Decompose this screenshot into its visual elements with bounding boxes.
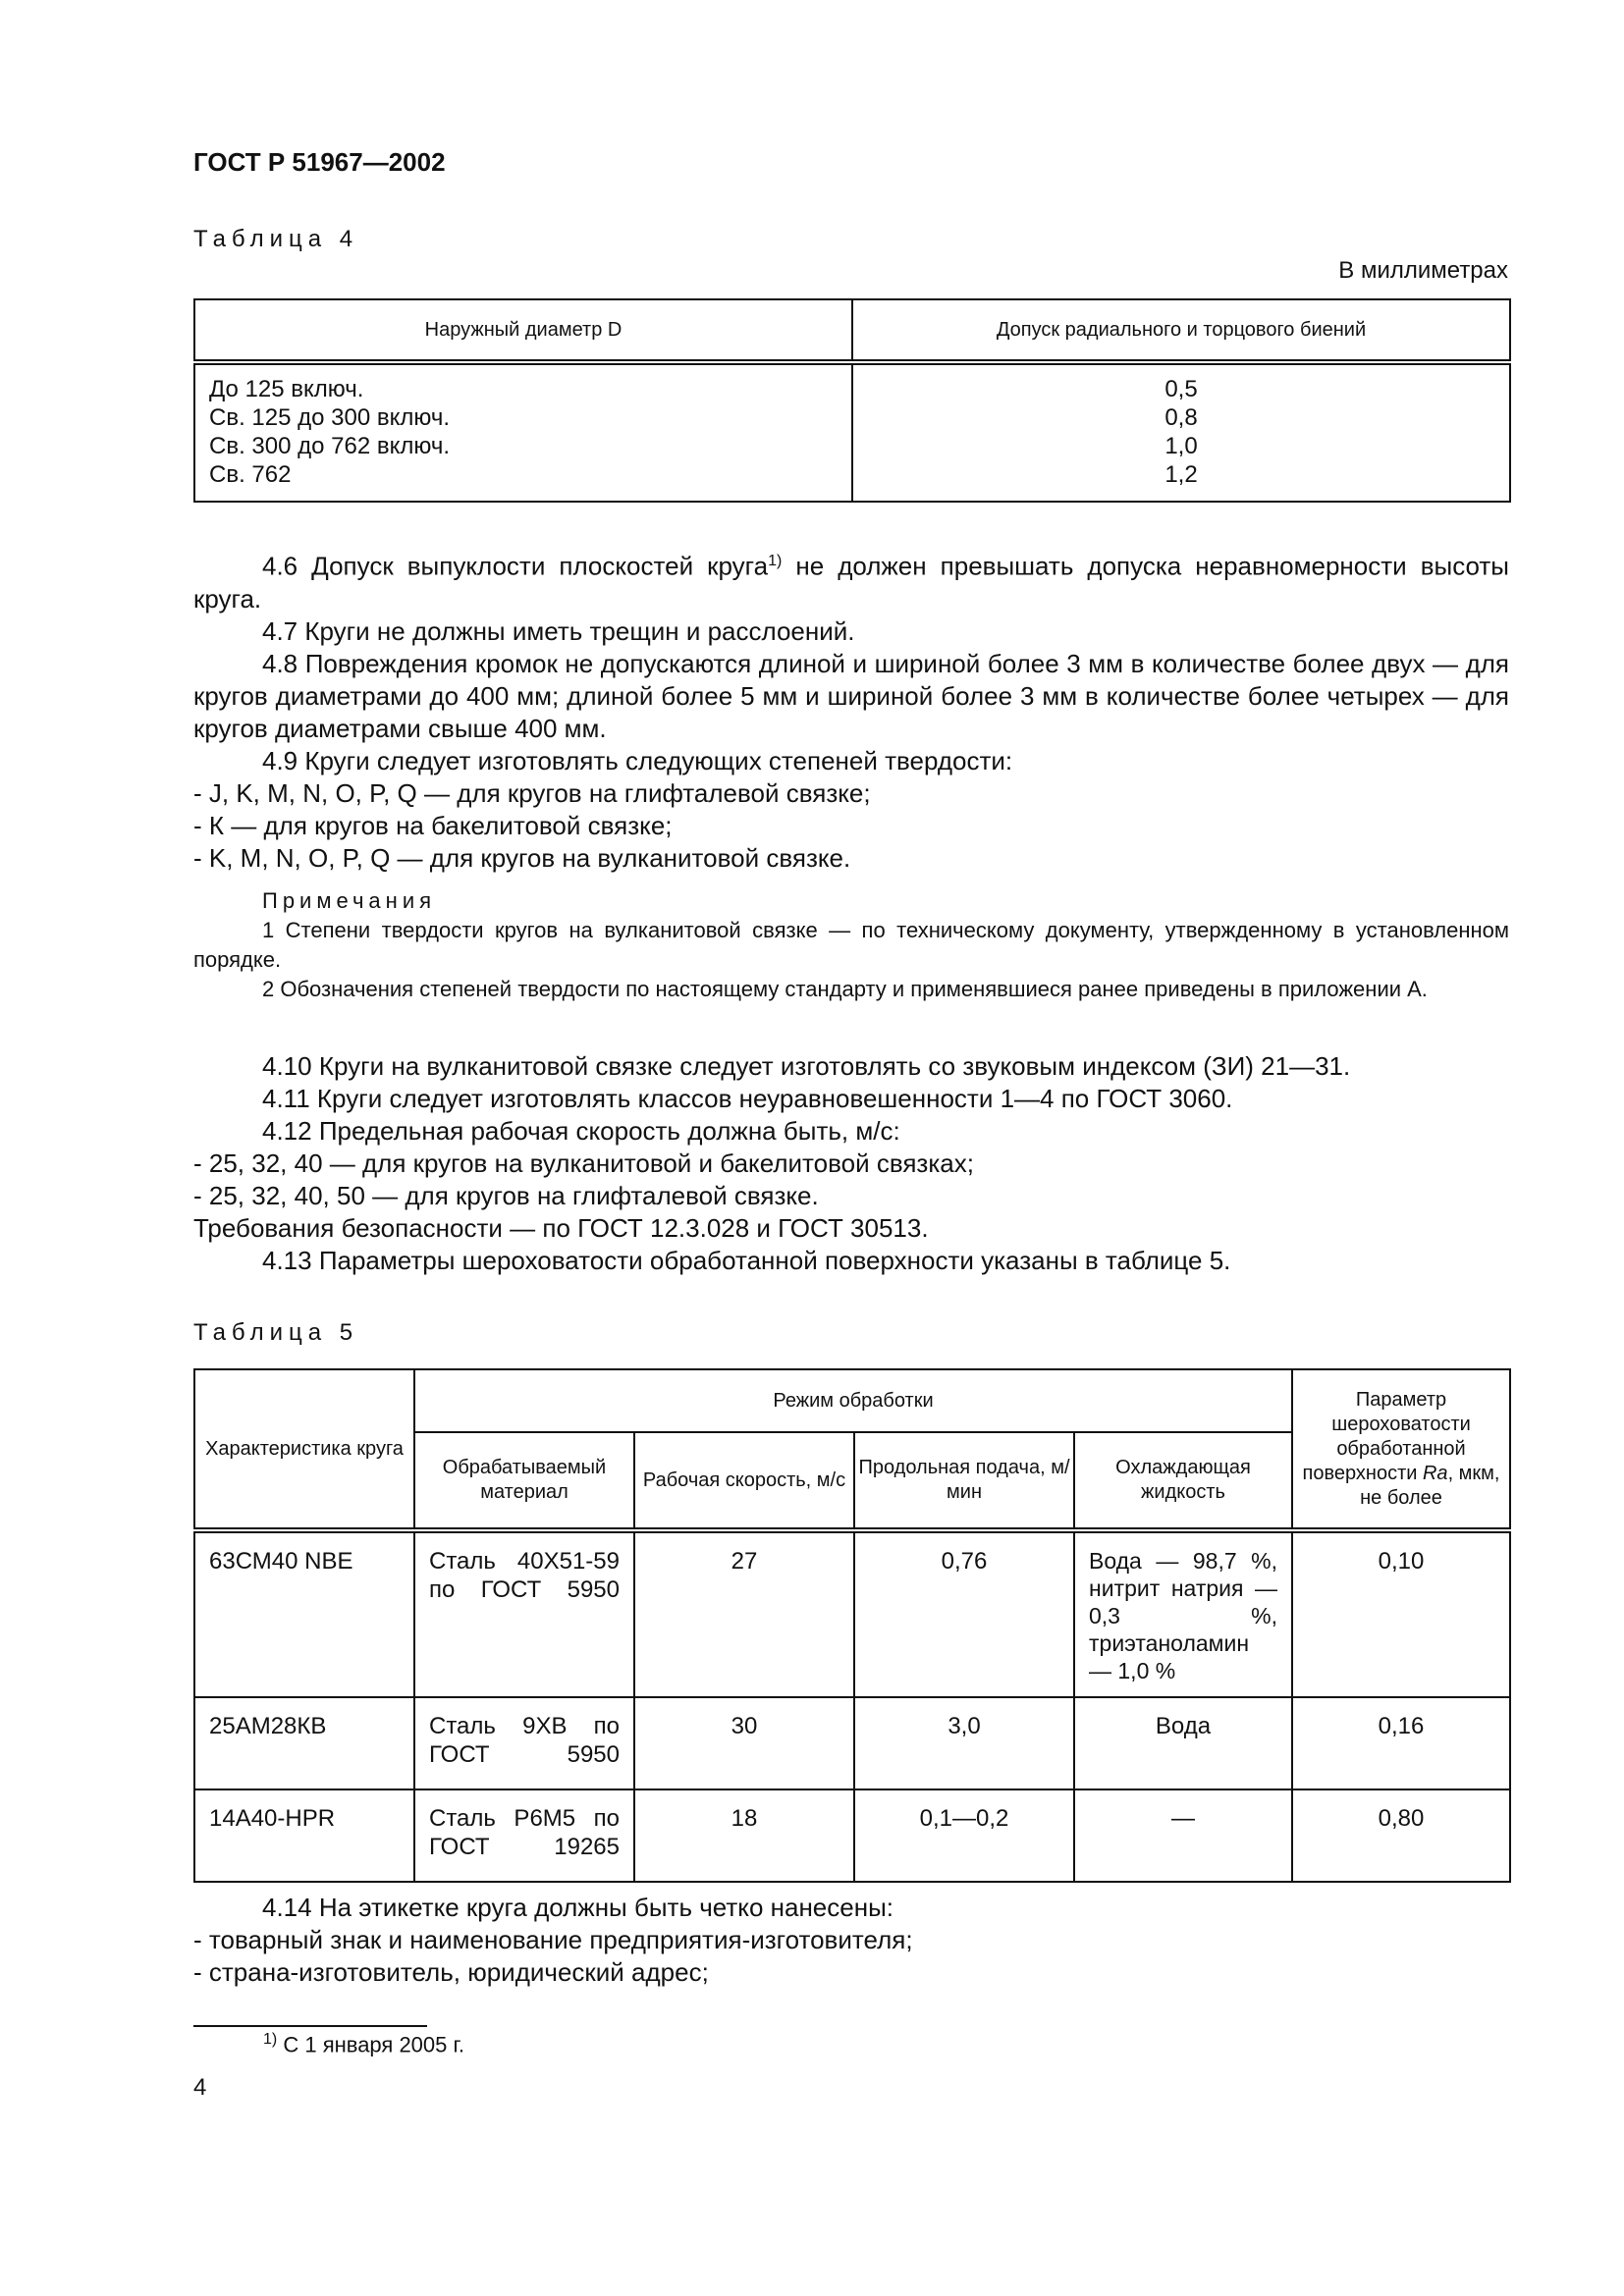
safety-requirements: Требования безопасности — по ГОСТ 12.3.028 и ГОСТ 30513. — [193, 1213, 929, 1243]
table4-tolerance-cell — [852, 362, 1510, 502]
paragraph-4-14: 4.14 На этикетке круга должны быть четко нанесены: — [262, 1893, 893, 1922]
table5 — [193, 1368, 1511, 1883]
roughness-cell: 0,10 — [1292, 1530, 1510, 1697]
table4-tolerance: 0,5 — [1164, 376, 1198, 402]
notes-block — [193, 886, 1509, 1004]
notes-title: Примечания — [262, 888, 437, 913]
table4-tolerance: 0,8 — [1164, 404, 1198, 431]
speed-cell: 30 — [634, 1697, 854, 1789]
table4-tolerance: 1,2 — [1164, 461, 1198, 488]
material-cell: Сталь Р6М5 по ГОСТ 19265 — [414, 1789, 634, 1882]
document-header: ГОСТ Р 51967—2002 — [193, 147, 446, 177]
table5-header-row-1 — [194, 1369, 1510, 1432]
note-1: 1 Степени твердости кругов на вулканитовой связке — по техническому документу, утвержденному в установленном порядке. — [193, 918, 1509, 972]
footnote-text: С 1 января 2005 г. — [277, 2032, 464, 2057]
paragraph-4-6-text-b: не должен превышать допуска неравномерности высоты круга. — [193, 551, 1509, 614]
feed-cell: 3,0 — [854, 1697, 1074, 1789]
table4-diameter-cell — [194, 362, 852, 502]
table-row — [194, 1789, 1510, 1882]
table4-header-diameter — [194, 299, 852, 362]
coolant-cell: Вода — 98,7 %, нитрит натрия — 0,3 %, триэтаноламин — 1,0 % — [1074, 1530, 1292, 1697]
table4-diameter: Св. 125 до 300 включ. — [209, 404, 451, 431]
footnote-ref: 1) — [768, 553, 783, 569]
paragraph-4-9: 4.9 Круги следует изготовлять следующих степеней твердости: — [262, 745, 1013, 775]
table4-header-diameter-text: Наружный диаметр D — [424, 318, 623, 341]
coolant-cell: — — [1074, 1789, 1292, 1882]
speed-list-item: - 25, 32, 40 — для кругов на вулканитовой и бакелитовой связках; — [193, 1148, 974, 1178]
paragraph-4-6 — [193, 545, 1509, 615]
table5-header-mode — [414, 1369, 1292, 1432]
table4-header-tolerance-text: Допуск радиального и торцового биений — [996, 318, 1367, 341]
table5-header-roughness-unit: , мкм, не более — [1360, 1462, 1500, 1509]
table5-header-mode-text: Режим обработки — [773, 1389, 934, 1412]
speed-cell: 27 — [634, 1530, 854, 1697]
hardness-list-item: - К — для кругов на бакелитовой связке; — [193, 810, 673, 840]
paragraph-4-11: 4.11 Круги следует изготовлять классов неуравновешенности 1—4 по ГОСТ 3060. — [262, 1084, 1233, 1113]
material-cell: Сталь 40Х51-59 по ГОСТ 5950 — [414, 1530, 634, 1697]
hardness-list-item: - K, M, N, O, P, Q — для кругов на вулканитовой связке. — [193, 842, 851, 873]
table4-caption: Таблица 4 — [193, 226, 359, 252]
table5-caption: Таблица 5 — [193, 1319, 359, 1346]
roughness-cell: 0,80 — [1292, 1789, 1510, 1882]
table5-header-coolant — [1074, 1432, 1292, 1530]
table5-header-material — [414, 1432, 634, 1530]
speed-list-item: - 25, 32, 40, 50 — для кругов на глифталевой связке. — [193, 1181, 819, 1210]
table5-header-roughness — [1292, 1369, 1510, 1530]
table-row — [194, 1697, 1510, 1789]
paragraph-4-12: 4.12 Предельная рабочая скорость должна быть, м/с: — [262, 1116, 900, 1146]
table4-diameter: Св. 762 — [209, 461, 292, 488]
section-4-6-to-4-9 — [193, 545, 1509, 875]
label-list-item: - товарный знак и наименование предприятия-изготовителя; — [193, 1925, 913, 1954]
table5-header-feed — [854, 1432, 1074, 1530]
table5-header-feed-text: Продольная подача, м/мин — [858, 1457, 1070, 1503]
feed-cell: 0,76 — [854, 1530, 1074, 1697]
wheel-cell: 63СМ40 NBE — [194, 1530, 414, 1697]
table5-header-coolant-text: Охлаждающая жидкость — [1115, 1457, 1251, 1503]
feed-cell: 0,1—0,2 — [854, 1789, 1074, 1882]
table5-header-speed — [634, 1432, 854, 1530]
table4-header-row — [194, 299, 1510, 362]
label-list-item: - страна-изготовитель, юридический адрес; — [193, 1957, 709, 1987]
table-row — [194, 1530, 1510, 1697]
footnote-mark: 1) — [263, 2031, 278, 2048]
table5-header-roughness-text: Параметр шероховатости обработанной поверхности — [1302, 1388, 1471, 1484]
table4-diameter: Св. 300 до 762 включ. — [209, 433, 451, 459]
roughness-cell: 0,16 — [1292, 1697, 1510, 1789]
wheel-cell: 14А40-HPR — [194, 1789, 414, 1882]
table4-diameter: До 125 включ. — [209, 376, 364, 402]
section-4-14 — [193, 1892, 1509, 1989]
coolant-cell: Вода — [1074, 1697, 1292, 1789]
table4-units: В миллиметрах — [1338, 257, 1508, 284]
hardness-list-item: - J, K, M, N, O, P, Q — для кругов на глифталевой связке; — [193, 777, 871, 808]
page-number: 4 — [193, 2074, 207, 2101]
footnote-separator — [193, 2025, 427, 2027]
table4-body-row — [194, 362, 1510, 502]
wheel-cell: 25АМ28КВ — [194, 1697, 414, 1789]
table5-header-speed-text: Рабочая скорость, м/с — [642, 1468, 846, 1491]
speed-cell: 18 — [634, 1789, 854, 1882]
material-cell: Сталь 9ХВ по ГОСТ 5950 — [414, 1697, 634, 1789]
table4-tolerance: 1,0 — [1164, 433, 1198, 459]
table5-header-wheel-text: Характеристика круга — [205, 1437, 404, 1460]
table5-header-wheel — [194, 1369, 414, 1530]
paragraph-4-6-text-a: 4.6 Допуск выпуклости плоскостей круга — [262, 551, 769, 581]
ra-symbol: Ra — [1422, 1462, 1448, 1484]
paragraph-4-7: 4.7 Круги не должны иметь трещин и расслоений. — [262, 615, 855, 646]
table4 — [193, 298, 1511, 503]
table4-header-tolerance — [852, 299, 1510, 362]
table5-header-material-text: Обрабатываемый материал — [442, 1457, 607, 1503]
note-2: 2 Обозначения степеней твердости по настоящему стандарту и применявшиеся ранее приведены в приложении А. — [262, 977, 1428, 1001]
paragraph-4-10: 4.10 Круги на вулканитовой связке следует изготовлять со звуковым индексом (ЗИ) 21—31. — [262, 1051, 1351, 1081]
paragraph-4-13: 4.13 Параметры шероховатости обработанной поверхности указаны в таблице 5. — [262, 1246, 1231, 1275]
paragraph-4-8: 4.8 Повреждения кромок не допускаются длиной и шириной более 3 мм в количестве более двух — для кругов диаметрами до 400 мм; длиной более 5 мм и шириной более 3 мм в количестве более четырех — для кругов диаметрами свыше 400 мм. — [193, 648, 1509, 743]
footnote — [263, 2031, 464, 2057]
section-4-10-to-4-13 — [193, 1050, 1509, 1277]
